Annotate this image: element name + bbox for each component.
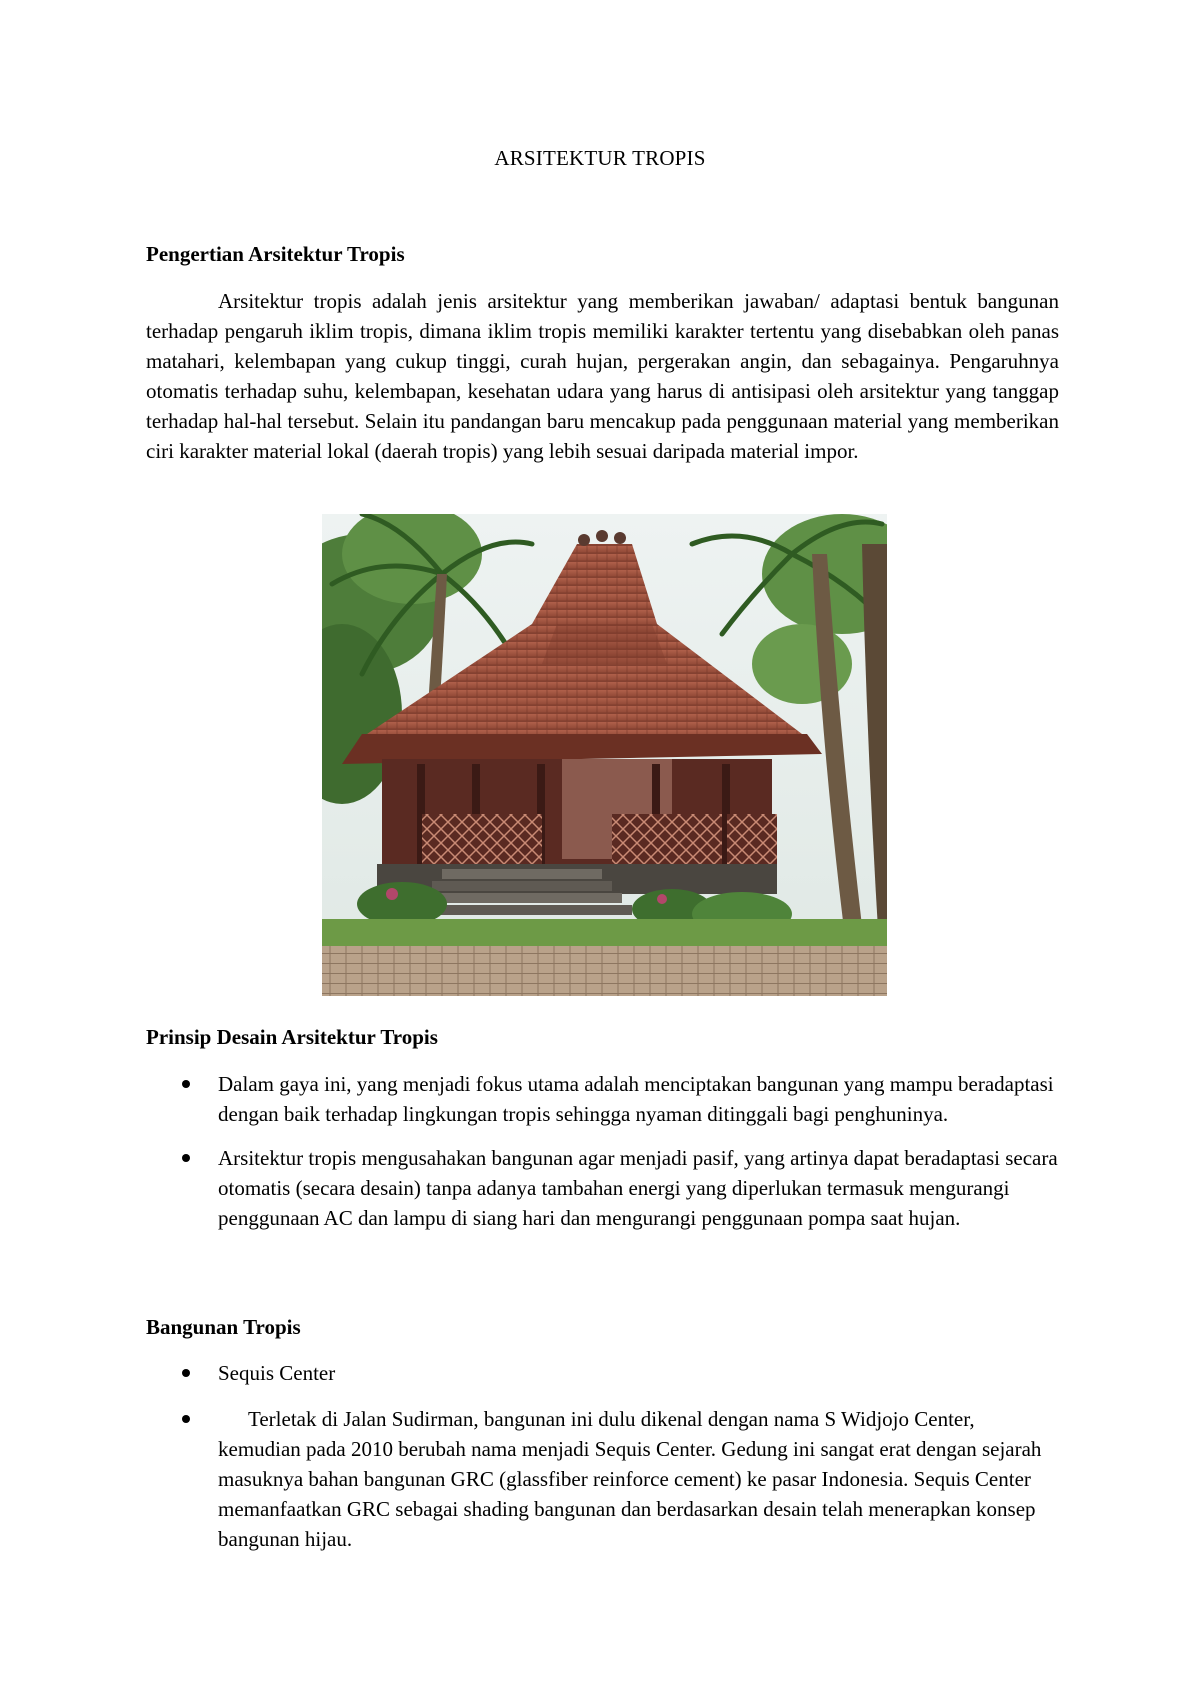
list-item-text: Dalam gaya ini, yang menjadi fokus utama adalah menciptakan bangunan yang mampu beradaptasi dengan baik terhadap lingkungan tropis sehingga nyaman ditinggali bagi penghuninya. bbox=[218, 1072, 1054, 1126]
list-item bbox=[146, 1069, 1059, 1129]
traditional-house-photo bbox=[322, 514, 887, 996]
section-heading-pengertian: Pengertian Arsitektur Tropis bbox=[146, 242, 405, 266]
bullet-icon bbox=[182, 1154, 190, 1162]
bullet-list-prinsip bbox=[146, 1069, 1059, 1233]
list-item bbox=[146, 1404, 1059, 1554]
section-heading-bangunan: Bangunan Tropis bbox=[146, 1315, 301, 1339]
section-heading-prinsip: Prinsip Desain Arsitektur Tropis bbox=[146, 1025, 438, 1049]
list-item bbox=[146, 1143, 1059, 1233]
list-item-text: Terletak di Jalan Sudirman, bangunan ini dulu dikenal dengan nama S Widjojo Center, kemudian pada 2010 berubah nama menjadi Sequis Center. Gedung ini sangat erat dengan sejarah masuknya bahan bangunan GRC (glassfiber reinforce cement) ke pasar Indonesia. Sequis Center memanfaatkan GRC sebagai shading bangunan dan berdasarkan desain telah menerapkan konsep bangunan hijau. bbox=[218, 1407, 1042, 1551]
paragraph-pengertian bbox=[146, 286, 1059, 466]
bullet-icon bbox=[182, 1369, 190, 1377]
bullet-icon bbox=[182, 1080, 190, 1088]
paragraph-text: Arsitektur tropis adalah jenis arsitektur yang memberikan jawaban/ adaptasi bentuk bangunan terhadap pengaruh iklim tropis, dimana iklim tropis memiliki karakter tertentu yang disebabkan oleh panas matahari, kelembapan yang cukup tinggi, curah hujan, pergerakan angin, dan sebagainya. Pengaruhnya otomatis terhadap suhu, kelembapan, kesehatan udara yang harus di antisipasi oleh arsitektur yang tanggap terhadap hal-hal tersebut. Selain itu pandangan baru mencakup pada penggunaan material yang memberikan ciri karakter material lokal (daerah tropis) yang lebih sesuai daripada material impor. bbox=[146, 289, 1059, 463]
list-item-text: Arsitektur tropis mengusahakan bangunan agar menjadi pasif, yang artinya dapat beradaptasi secara otomatis (secara desain) tanpa adanya tambahan energi yang diperlukan termasuk mengurangi penggunaan AC dan lampu di siang hari dan mengurangi penggunaan pompa saat hujan. bbox=[218, 1146, 1058, 1230]
document-title: ARSITEKTUR TROPIS bbox=[494, 146, 706, 170]
list-item bbox=[146, 1358, 1059, 1388]
bullet-list-bangunan bbox=[146, 1358, 1059, 1554]
bullet-icon bbox=[182, 1415, 190, 1423]
list-item-text: Sequis Center bbox=[218, 1361, 336, 1385]
